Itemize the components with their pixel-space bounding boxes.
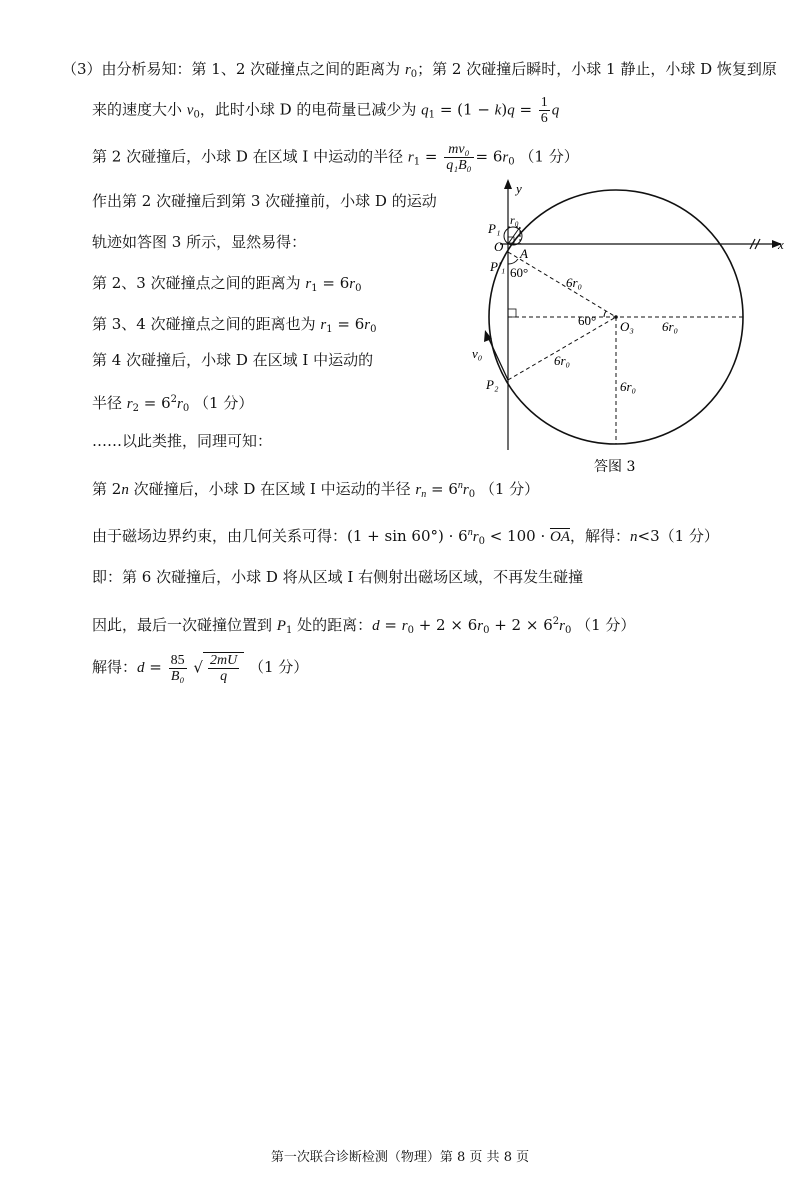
text-line-2: 来的速度大小 $v_0$，此时小球 D 的电荷量已减少为 $q_1 = (1 - k)q$ = $\frac{1}{6}$ q [92, 95, 560, 126]
right-angle-mark-mid [508, 309, 516, 317]
y-axis-arrow [504, 179, 512, 189]
label-p1: P₁ [488, 221, 501, 236]
label-o: O [494, 239, 504, 254]
label-angle-top: 60° [510, 265, 529, 280]
text-line-15: 解得：d = $\frac{85}{\text{B₀}}$ √ $\frac{2mU}{q}$ （1 分） [92, 652, 309, 684]
text-line-11: 第 2n 次碰撞后，小球 D 在区域 Ⅰ 中运动的半径 $r_n = 6^nr_0$ （1 分） [92, 480, 540, 500]
angle-arc-top [508, 259, 518, 264]
label-6r0-upper: 6r₀ [566, 275, 583, 290]
o3-center-dot [614, 315, 618, 319]
radius-p1prime-o3 [508, 252, 616, 317]
label-v0: v₀ [472, 346, 483, 361]
label-6r0-right: 6r₀ [662, 319, 679, 334]
fraction-85-over-b0: $\frac{85}{\text{B₀}}$ [170, 652, 185, 684]
label-p2: P₂ [486, 377, 499, 392]
figure-caption: 答图 3 [594, 459, 636, 475]
text-line-12: 由于磁场边界约束，由几何关系可得：$(1 + \sin 60^\circ) \cdot 6^nr_0 < 100 \cdot \overline{OA}$，解得：n<3（1 分） [92, 527, 719, 547]
label-angle-mid: 60° [578, 313, 597, 328]
label-6r0-bottom: 6r₀ [620, 379, 637, 394]
text-line-3: 第 2 次碰撞后，小球 D 在区域 Ⅰ 中运动的半径 $r_1$ = $\frac{\text{mv₀}}{\text{q₁B₀}}$ = $6r_0$ （1 分） [92, 142, 579, 173]
text-line-8: 第 4 次碰撞后，小球 D 在区域 Ⅰ 中运动的 [92, 351, 374, 369]
velocity-arrow [488, 337, 508, 380]
label-p1prime: P′₁ [490, 259, 506, 274]
page-footer: 第一次联合诊断检测（物理）第 8 页 共 8 页 [270, 1150, 530, 1165]
label-o3: O₃ [620, 319, 634, 334]
angle-arc-mid [604, 311, 606, 317]
text-line-5: 轨迹如答图 3 所示，显然易得： [92, 233, 307, 251]
text-line-4: 作出第 2 次碰撞后到第 3 次碰撞前，小球 D 的运动 [92, 192, 437, 210]
text-line-6: 第 2、3 次碰撞点之间的距离为 $r_1 = 6r_0$ [92, 274, 362, 294]
text-line-13: 即：第 6 次碰撞后，小球 D 将从区域 Ⅰ 右侧射出磁场区域，不再发生碰撞 [92, 568, 584, 586]
label-6r0-lower: 6r₀ [554, 353, 571, 368]
text-line-10: ……以此类推，同理可知： [92, 432, 273, 450]
radius-p2-o3 [508, 317, 616, 380]
text-line-14: 因此，最后一次碰撞位置到 $P_1$ 处的距离：$d = r_0 + 2 \times 6r_0 + 2 \times 6^2r_0$ （1 分） [92, 616, 636, 636]
label-r0: r₀ [510, 213, 519, 227]
label-x: x [778, 237, 784, 252]
fraction-one-sixth: $\frac{1}{6}$ [540, 95, 548, 126]
answer-figure-3 [470, 175, 790, 480]
text-line-1: （3）由分析易知：第 1、2 次碰撞点之间的距离为 $r_0$；第 2 次碰撞后瞬时，小球 1 静止，小球 D 恢复到原 [62, 60, 777, 80]
label-y: y [516, 181, 522, 196]
label-a: A [520, 246, 528, 261]
text-line-7: 第 3、4 次碰撞点之间的距离也为 $r_1 = 6r_0$ [92, 315, 377, 335]
fraction-radius: $\frac{\text{mv₀}}{\text{q₁B₀}}$ [446, 142, 472, 173]
sqrt-expression: √ $\frac{2mU}{q}$ [193, 652, 244, 684]
text-line-9: 半径 $r_2 = 6^2r_0$ （1 分） [92, 394, 254, 414]
